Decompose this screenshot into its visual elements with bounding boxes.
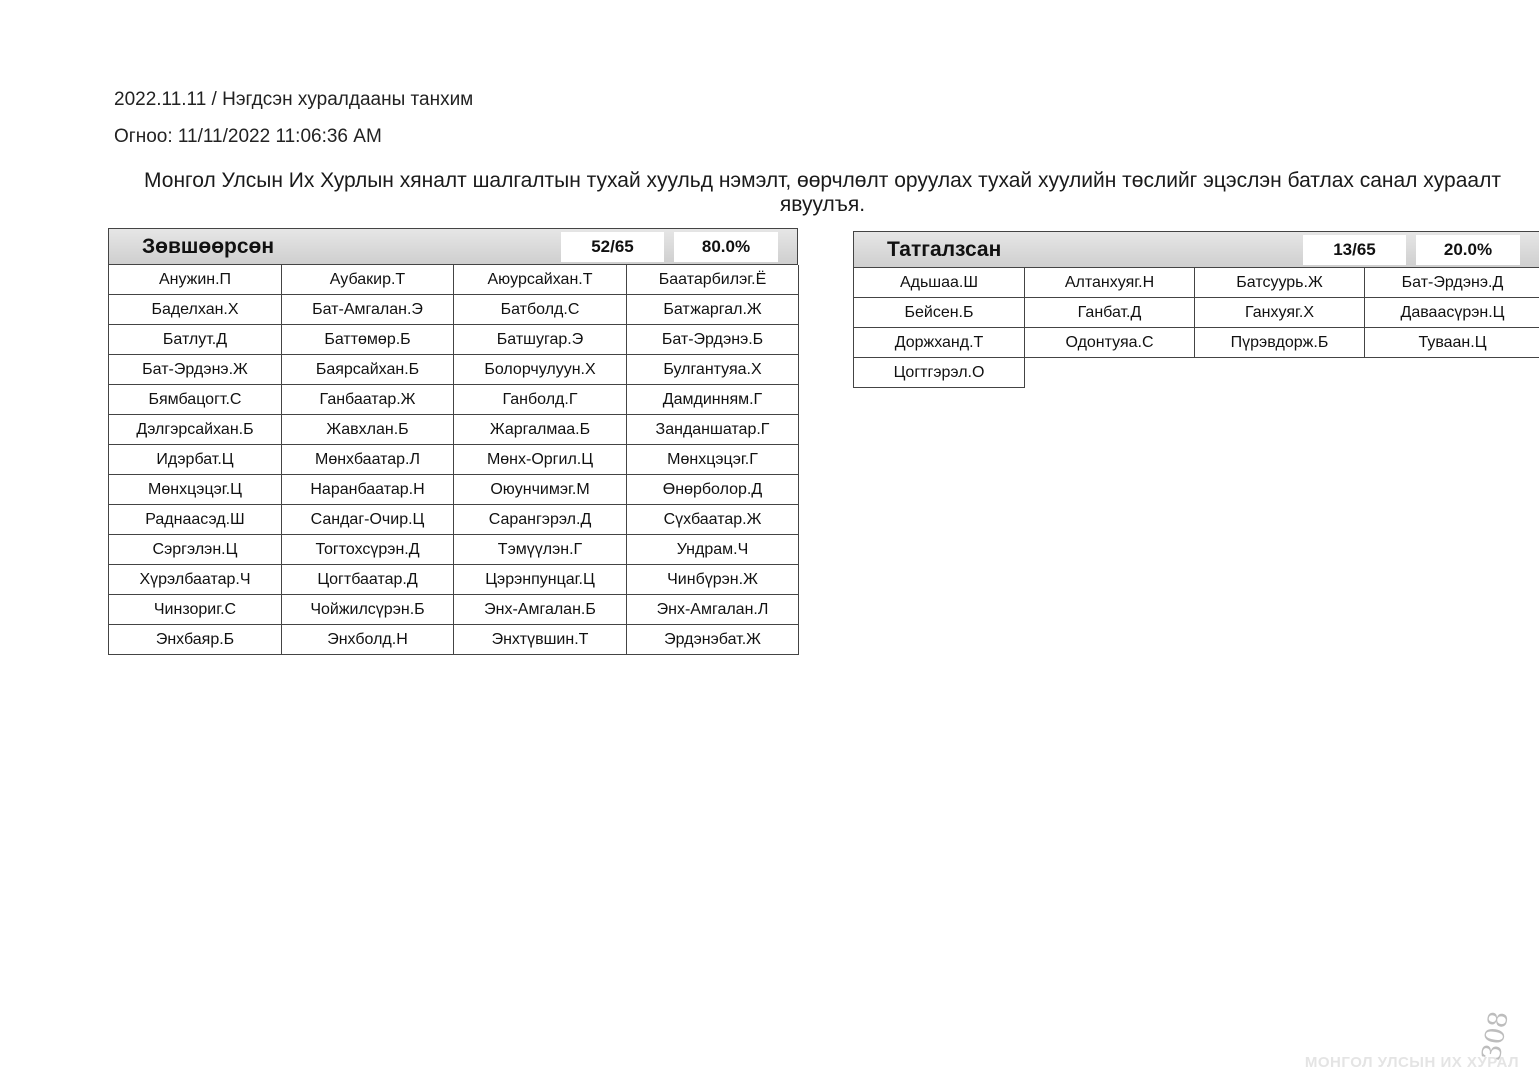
approve-name-cell: Ганбаатар.Ж [282, 385, 454, 415]
reject-percent: 20.0% [1416, 235, 1520, 265]
approve-name-cell: Сүхбаатар.Ж [627, 505, 799, 535]
approve-name-cell: Булгантуяа.Х [627, 355, 799, 385]
approve-name-cell: Дэлгэрсайхан.Б [109, 415, 282, 445]
approve-name-cell: Мөнх-Оргил.Ц [454, 445, 627, 475]
reject-name-cell: Адьшаа.Ш [854, 268, 1025, 298]
approve-name-cell: Хүрэлбаатар.Ч [109, 565, 282, 595]
approve-count: 52/65 [561, 232, 664, 262]
approve-name-cell: Аюурсайхан.Т [454, 265, 627, 295]
session-header: 2022.11.11 / Нэгдсэн хуралдааны танхим [114, 89, 474, 110]
approve-name-cell: Анужин.П [109, 265, 282, 295]
approve-name-cell: Оюунчимэг.М [454, 475, 627, 505]
approve-name-cell: Бат-Эрдэнэ.Б [627, 325, 799, 355]
approve-name-cell: Ундрам.Ч [627, 535, 799, 565]
reject-name-cell: Ганхуяг.Х [1195, 298, 1365, 328]
approve-name-cell: Раднаасэд.Ш [109, 505, 282, 535]
approve-name-cell: Батболд.С [454, 295, 627, 325]
approve-name-cell: Бат-Амгалан.Э [282, 295, 454, 325]
approve-name-cell: Мөнхцэцэг.Г [627, 445, 799, 475]
approve-name-cell: Бат-Эрдэнэ.Ж [109, 355, 282, 385]
approve-name-cell: Энх-Амгалан.Л [627, 595, 799, 625]
approve-name-cell: Мөнхбаатар.Л [282, 445, 454, 475]
approve-name-cell: Сэргэлэн.Ц [109, 535, 282, 565]
approve-name-cell: Баттөмөр.Б [282, 325, 454, 355]
reject-header [853, 231, 1539, 268]
approve-percent: 80.0% [674, 232, 778, 262]
reject-name-cell: Цогтгэрэл.О [854, 358, 1025, 388]
reject-count: 13/65 [1303, 235, 1406, 265]
approve-name-cell: Сарангэрэл.Д [454, 505, 627, 535]
reject-table [853, 231, 1539, 388]
vote-title: Монгол Улсын Их Хурлын хяналт шалгалтын тухай хуульд нэмэлт, өөрчлөлт оруулах тухай хуулийн төслийг эцэслэн батлах санал хураалт явуулъя. [144, 169, 1501, 216]
reject-name-cell: Бат-Эрдэнэ.Д [1365, 268, 1539, 298]
approve-name-cell: Сандаг-Очир.Ц [282, 505, 454, 535]
reject-name-cell: Одонтуяа.С [1025, 328, 1195, 358]
approve-name-cell: Чинбүрэн.Ж [627, 565, 799, 595]
approve-name-cell: Занданшатар.Г [627, 415, 799, 445]
approve-name-cell: Өнөрболор.Д [627, 475, 799, 505]
reject-name-cell: Алтанхуяг.Н [1025, 268, 1195, 298]
approve-label: Зөвшөөрсөн [142, 234, 275, 258]
reject-names-grid [853, 268, 1539, 388]
approve-name-cell: Батлут.Д [109, 325, 282, 355]
approve-name-cell: Батшугар.Э [454, 325, 627, 355]
approve-name-cell: Чойжилсүрэн.Б [282, 595, 454, 625]
stamp-watermark: МОНГОЛ УЛСЫН ИХ ХУРАЛ [1304, 1054, 1519, 1071]
reject-name-cell: Батсуурь.Ж [1195, 268, 1365, 298]
approve-name-cell: Батжаргал.Ж [627, 295, 799, 325]
approve-table [108, 228, 798, 655]
reject-name-cell: Бейсен.Б [854, 298, 1025, 328]
approve-name-cell: Тогтохсүрэн.Д [282, 535, 454, 565]
date-line: Огноо: 11/11/2022 11:06:36 AM [114, 126, 382, 147]
reject-name-cell: Даваасүрэн.Ц [1365, 298, 1539, 328]
approve-name-cell: Эрдэнэбат.Ж [627, 625, 799, 655]
page-number: 308 [1477, 1008, 1516, 1064]
reject-name-cell: Пүрэвдорж.Б [1195, 328, 1365, 358]
approve-name-cell: Энхболд.Н [282, 625, 454, 655]
approve-name-cell: Мөнхцэцэг.Ц [109, 475, 282, 505]
approve-name-cell: Баярсайхан.Б [282, 355, 454, 385]
approve-name-cell: Жаргалмаа.Б [454, 415, 627, 445]
approve-name-cell: Энхтүвшин.Т [454, 625, 627, 655]
approve-name-cell: Болорчулуун.Х [454, 355, 627, 385]
approve-name-cell: Наранбаатар.Н [282, 475, 454, 505]
approve-name-cell: Цогтбаатар.Д [282, 565, 454, 595]
approve-header [108, 228, 798, 265]
approve-name-cell: Цэрэнпунцаг.Ц [454, 565, 627, 595]
approve-name-cell: Дамдинням.Г [627, 385, 799, 415]
approve-name-cell: Энх-Амгалан.Б [454, 595, 627, 625]
approve-name-cell: Жавхлан.Б [282, 415, 454, 445]
approve-name-cell: Бямбацогт.С [109, 385, 282, 415]
approve-name-cell: Баделхан.Х [109, 295, 282, 325]
approve-name-cell: Тэмүүлэн.Г [454, 535, 627, 565]
approve-name-cell: Энхбаяр.Б [109, 625, 282, 655]
approve-name-cell: Чинзориг.С [109, 595, 282, 625]
reject-name-cell: Доржханд.Т [854, 328, 1025, 358]
approve-name-cell: Идэрбат.Ц [109, 445, 282, 475]
approve-name-cell: Баатарбилэг.Ё [627, 265, 799, 295]
approve-names-grid [108, 265, 798, 655]
reject-name-cell: Ганбат.Д [1025, 298, 1195, 328]
reject-label: Татгалзсан [887, 237, 1002, 261]
reject-name-cell: Туваан.Ц [1365, 328, 1539, 358]
approve-name-cell: Аубакир.Т [282, 265, 454, 295]
approve-name-cell: Ганболд.Г [454, 385, 627, 415]
